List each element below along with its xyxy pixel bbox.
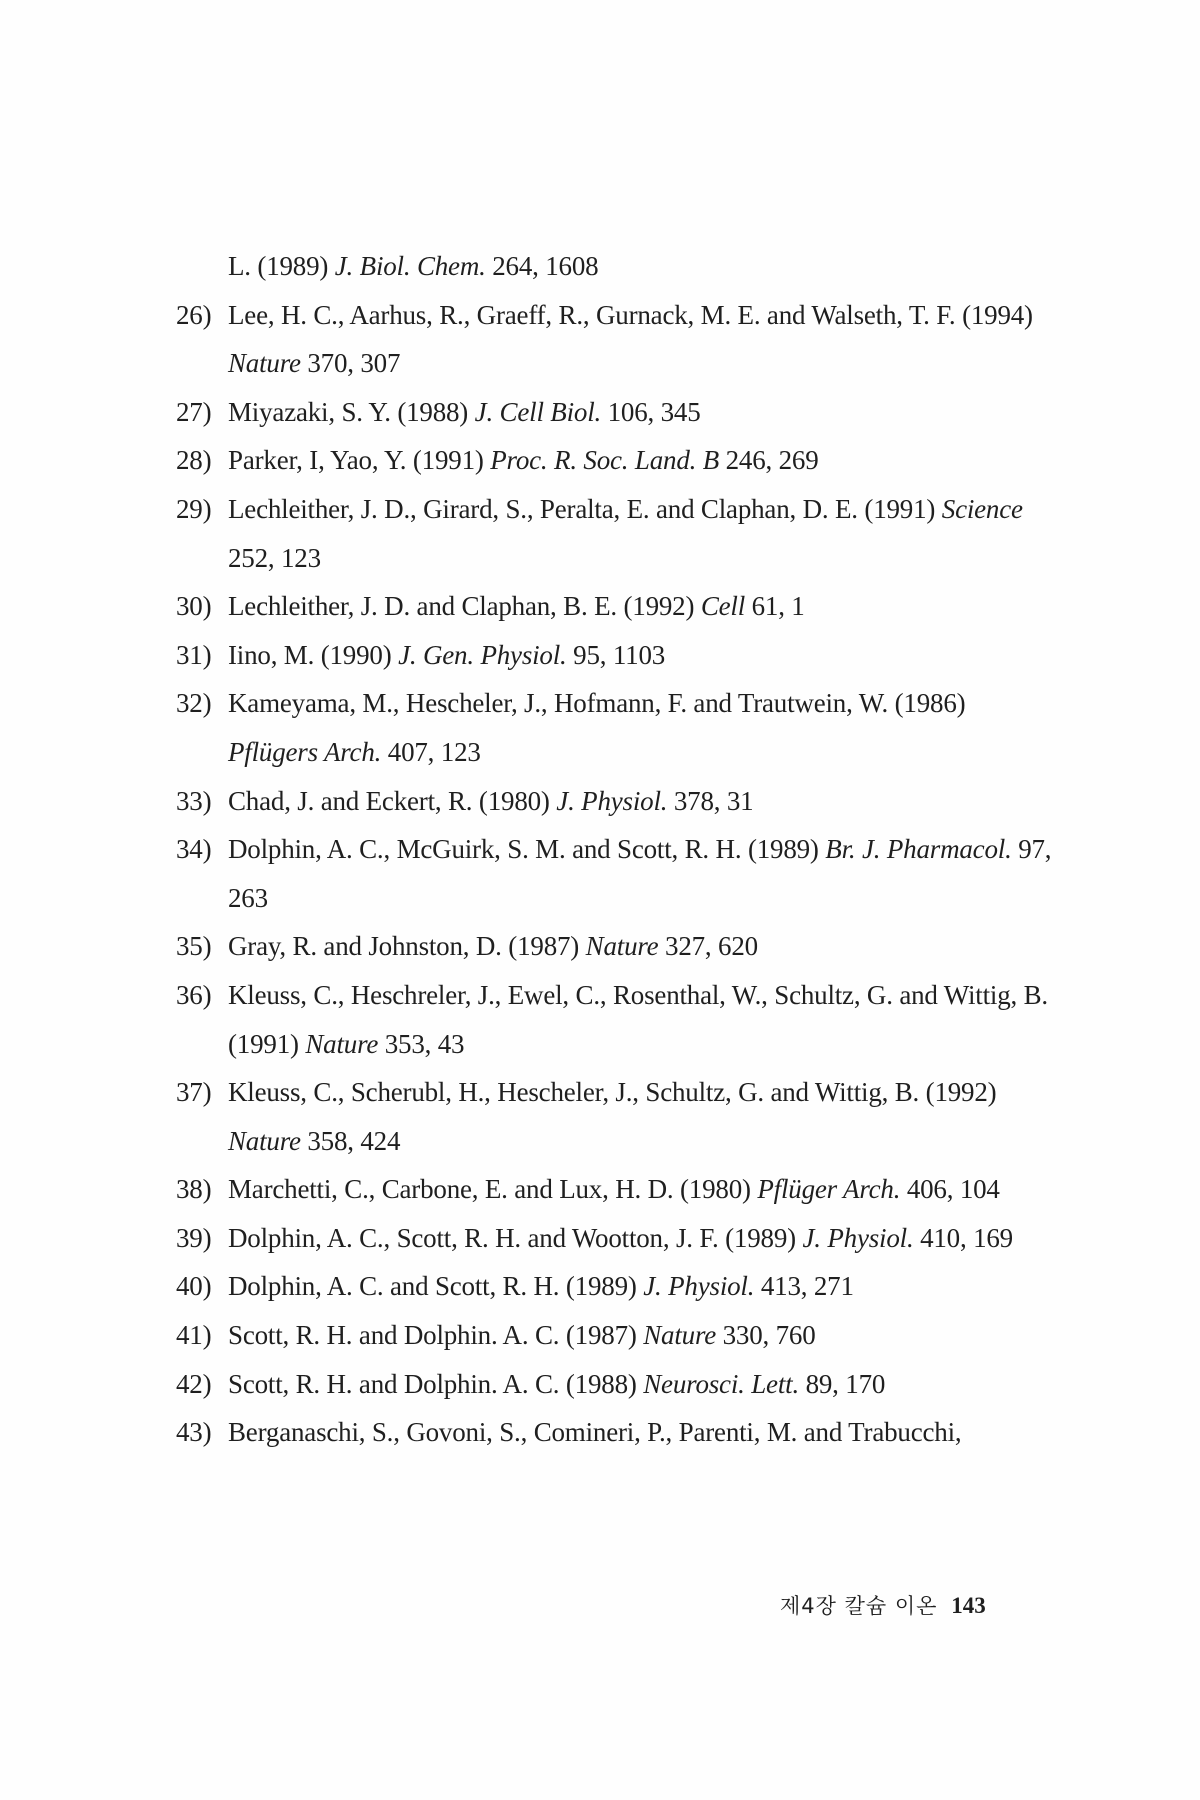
reference-body	[228, 397, 701, 427]
reference-journal: Pflüger Arch.	[757, 1174, 901, 1205]
reference-body	[228, 786, 753, 816]
reference-citation: 370, 307	[307, 348, 401, 379]
reference-body	[228, 640, 665, 670]
reference-journal: Pflügers Arch.	[228, 736, 382, 767]
reference-item	[176, 1262, 1056, 1311]
reference-number: 29)	[176, 493, 212, 524]
reference-body	[228, 1320, 816, 1350]
reference-journal: J. Physiol.	[802, 1222, 914, 1253]
reference-authors: Iino, M.	[228, 639, 315, 670]
reference-item	[176, 825, 1056, 922]
reference-citation: 406, 104	[906, 1174, 1000, 1205]
reference-authors: Dolphin, A. C. and Scott, R. H.	[228, 1271, 560, 1302]
reference-body	[228, 1223, 1013, 1253]
reference-citation: 407, 123	[387, 736, 481, 767]
reference-authors: Parker, I, Yao, Y.	[228, 445, 407, 476]
reference-journal: Nature	[643, 1320, 717, 1351]
reference-citation: 246, 269	[725, 445, 819, 476]
reference-number: 36)	[176, 979, 212, 1010]
chapter-title: 제4장 칼슘 이온	[780, 1594, 938, 1618]
reference-item	[176, 242, 1056, 291]
reference-number: 34)	[176, 834, 212, 865]
reference-citation: 61, 1	[751, 591, 805, 622]
reference-body	[228, 1174, 1000, 1204]
reference-citation: 89, 170	[805, 1368, 886, 1399]
reference-year: (1994)	[962, 299, 1033, 330]
reference-citation: 252, 123	[228, 542, 321, 573]
reference-year: (1992)	[623, 591, 695, 622]
reference-authors: Kameyama, M., Hescheler, J., Hofmann, F. and Trautwein, W.	[228, 688, 889, 719]
reference-authors: Kleuss, C., Heschreler, J., Ewel, C., Rosenthal, W., Schultz, G. and Wittig, B.	[228, 979, 1048, 1010]
reference-year: (1987)	[508, 931, 580, 962]
reference-body	[228, 445, 819, 475]
reference-body	[228, 688, 965, 767]
reference-journal: J. Gen. Physiol.	[398, 639, 567, 670]
reference-number: 30)	[176, 591, 212, 622]
reference-citation: 327, 620	[665, 931, 758, 962]
reference-number: 41)	[176, 1320, 212, 1351]
reference-citation: 97, 263	[228, 834, 1052, 913]
reference-number: 33)	[176, 785, 212, 816]
reference-citation: 378, 31	[673, 785, 754, 816]
reference-journal: Cell	[700, 591, 746, 622]
reference-body	[228, 591, 805, 621]
reference-number: 27)	[176, 396, 212, 427]
reference-item	[176, 485, 1056, 582]
reference-journal: J. Physiol.	[643, 1271, 755, 1302]
reference-number: 42)	[176, 1368, 212, 1399]
reference-item	[176, 971, 1056, 1068]
reference-number: 39)	[176, 1222, 212, 1253]
reference-authors: L.	[228, 251, 251, 281]
reference-journal: J. Cell Biol.	[474, 396, 602, 427]
reference-item	[176, 388, 1056, 437]
reference-journal: Science	[941, 493, 1023, 524]
reference-citation: 95, 1103	[573, 639, 666, 670]
reference-year: (1990)	[320, 639, 392, 670]
reference-number: 28)	[176, 445, 212, 476]
reference-citation: 264, 1608	[492, 251, 599, 281]
reference-authors: Kleuss, C., Scherubl, H., Hescheler, J., Schultz, G. and Wittig, B.	[228, 1077, 920, 1108]
reference-item	[176, 291, 1056, 388]
reference-authors: Lechleither, J. D. and Claphan, B. E.	[228, 591, 617, 622]
reference-authors: Miyazaki, S. Y.	[228, 396, 391, 427]
reference-number: 31)	[176, 639, 212, 670]
reference-authors: Scott, R. H. and Dolphin. A. C.	[228, 1320, 560, 1351]
reference-year: (1991)	[412, 445, 484, 476]
reference-year: (1988)	[565, 1368, 637, 1399]
reference-body	[228, 1271, 854, 1301]
reference-citation: 353, 43	[384, 1028, 465, 1059]
reference-authors: Chad, J. and Eckert, R.	[228, 785, 473, 816]
reference-item	[176, 922, 1056, 971]
reference-item	[176, 777, 1056, 826]
reference-journal: J. Physiol.	[556, 785, 668, 816]
reference-journal: Nature	[228, 348, 301, 379]
reference-item	[176, 1068, 1056, 1165]
reference-body	[228, 834, 1051, 913]
reference-journal: Nature	[228, 1125, 301, 1156]
reference-year: (1988)	[397, 396, 469, 427]
reference-item	[176, 1408, 1056, 1457]
reference-year: (1989)	[725, 1222, 796, 1253]
reference-item	[176, 1311, 1056, 1360]
reference-journal: J. Biol. Chem.	[334, 251, 486, 281]
reference-authors: Gray, R. and Johnston, D.	[228, 931, 502, 962]
reference-journal: Br. J. Pharmacol.	[825, 834, 1012, 865]
reference-number: 43)	[176, 1417, 212, 1448]
reference-year: (1980)	[478, 785, 550, 816]
reference-list	[176, 242, 1056, 1457]
reference-authors: Dolphin, A. C., McGuirk, S. M. and Scott, R. H.	[228, 834, 742, 865]
reference-item	[176, 1165, 1056, 1214]
reference-item	[176, 631, 1056, 680]
reference-journal: Proc. R. Soc. Land. B	[490, 445, 720, 476]
reference-citation: 106, 345	[607, 396, 701, 427]
reference-citation: 358, 424	[307, 1125, 401, 1156]
reference-authors: Lechleither, J. D., Girard, S., Peralta, E. and Claphan, D. E.	[228, 493, 858, 524]
reference-number: 40)	[176, 1271, 212, 1302]
reference-item	[176, 679, 1056, 776]
reference-number: 32)	[176, 688, 212, 719]
reference-number: 35)	[176, 931, 212, 962]
reference-authors: Dolphin, A. C., Scott, R. H. and Wootton, J. F.	[228, 1222, 719, 1253]
reference-item	[176, 436, 1056, 485]
reference-authors: Lee, H. C., Aarhus, R., Graeff, R., Gurnack, M. E. and Walseth, T. F.	[228, 299, 956, 330]
reference-citation: 410, 169	[920, 1222, 1013, 1253]
reference-body	[228, 251, 598, 281]
reference-body	[228, 1077, 996, 1156]
reference-authors: Marchetti, C., Carbone, E. and Lux, H. D.	[228, 1174, 674, 1205]
reference-authors: Scott, R. H. and Dolphin. A. C.	[228, 1368, 560, 1399]
reference-journal: Nature	[585, 931, 659, 962]
reference-body	[228, 1417, 961, 1447]
reference-body	[228, 300, 1033, 379]
reference-journal: Neurosci. Lett.	[643, 1368, 799, 1399]
reference-number: 38)	[176, 1174, 212, 1205]
reference-year: (1989)	[257, 251, 329, 281]
reference-year: (1987)	[565, 1320, 637, 1351]
reference-body	[228, 980, 1048, 1059]
reference-item	[176, 1360, 1056, 1409]
reference-item	[176, 582, 1056, 631]
page-number: 143	[951, 1593, 986, 1618]
reference-year: (1989)	[747, 834, 819, 865]
reference-body	[228, 494, 1023, 573]
reference-year: (1991)	[228, 1028, 299, 1059]
reference-number: 26)	[176, 299, 212, 330]
reference-year: (1992)	[925, 1077, 997, 1108]
reference-authors: Berganaschi, S., Govoni, S., Comineri, P., Parenti, M. and Trabucchi,	[228, 1417, 962, 1448]
reference-year: (1991)	[864, 493, 936, 524]
reference-year: (1980)	[680, 1174, 751, 1205]
reference-year: (1989)	[565, 1271, 637, 1302]
reference-body	[228, 931, 758, 961]
reference-citation: 330, 760	[722, 1320, 816, 1351]
page-footer	[780, 1590, 1040, 1620]
reference-journal: Nature	[305, 1028, 379, 1059]
reference-item	[176, 1214, 1056, 1263]
reference-body	[228, 1369, 885, 1399]
reference-year: (1986)	[894, 688, 966, 719]
reference-citation: 413, 271	[760, 1271, 854, 1302]
reference-number: 37)	[176, 1077, 212, 1108]
